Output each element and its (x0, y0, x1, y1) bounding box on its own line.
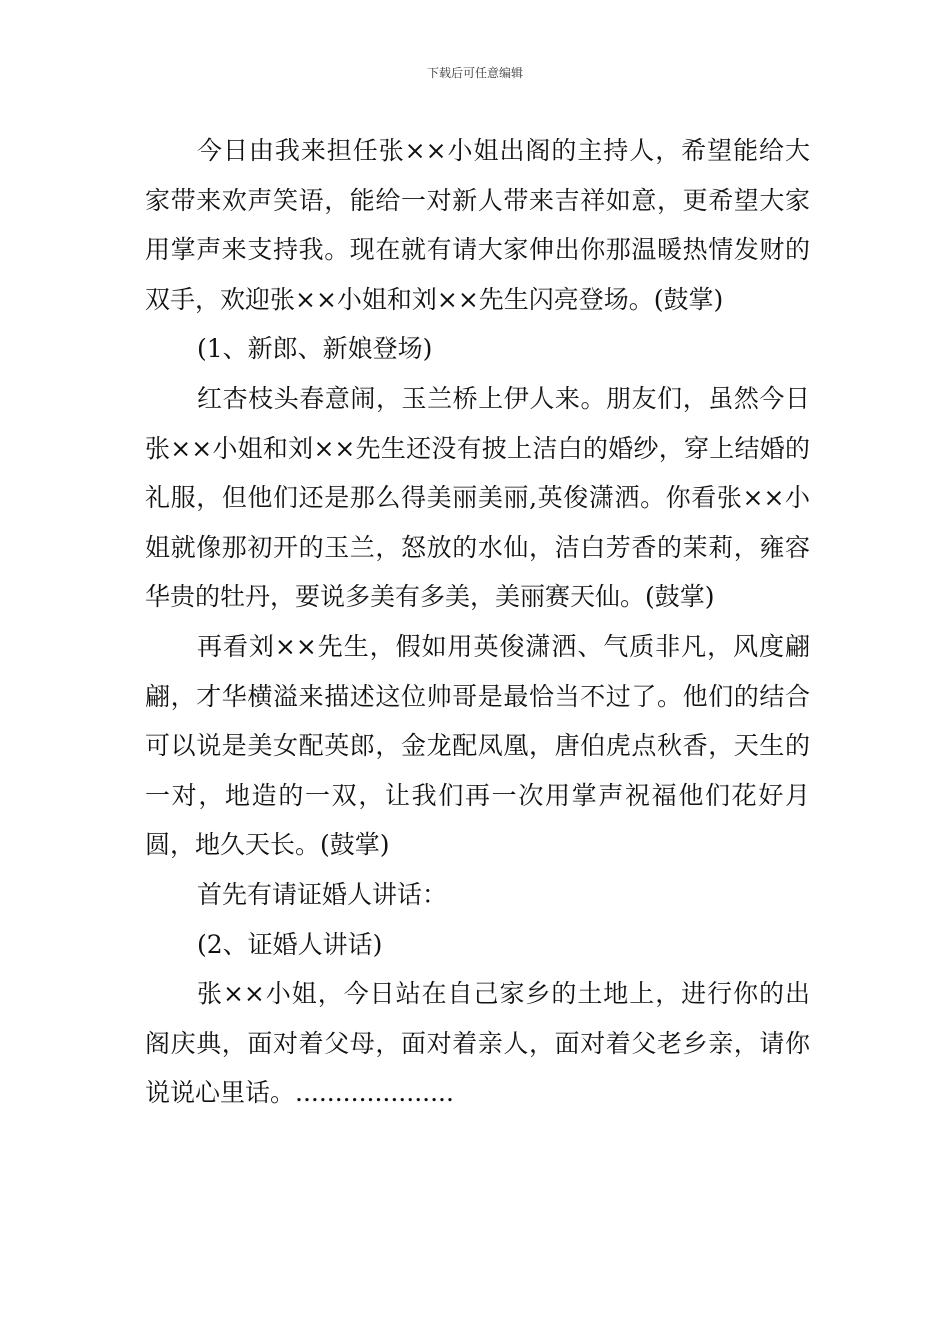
page-header: 下载后可任意编辑 (426, 66, 523, 80)
paragraph-bride-speech-invite: 张××小姐，今日站在自己家乡的土地上，进行你的出阁庆典，面对着父母，面对着亲人，面对着父老乡亲，请你说说心里话。.................... (145, 979, 810, 1108)
paragraph-bride-praise: 红杏枝头春意闹，玉兰桥上伊人来。朋友们，虽然今日张××小姐和刘××先生还没有披上洁白的婚纱，穿上结婚的礼服，但他们还是那么得美丽美丽,英俊潇洒。你看张××小姐就像那初开的玉兰，怒放的水仙，洁白芳香的茉莉，雍容华贵的牡丹，要说多美有多美，美丽赛天仙。(鼓掌) (145, 383, 810, 612)
paragraph-witness-invite: 首先有请证婚人讲话： (197, 879, 448, 909)
paragraph-groom-praise: 再看刘××先生，假如用英俊潇洒、气质非凡，风度翩翩，才华横溢来描述这位帅哥是最恰当不过了。他们的结合可以说是美女配英郎，金龙配凤凰，唐伯虎点秋香，天生的一对，地造的一双，让我们再一次用掌声祝福他们花好月圆，地久天长。(鼓掌) (145, 631, 810, 860)
paragraph-section-1-heading: (1、新郎、新娘登场) (197, 334, 433, 364)
paragraph-host-intro: 今日由我来担任张××小姐出阁的主持人，希望能给大家带来欢声笑语，能给一对新人带来吉祥如意，更希望大家用掌声来支持我。现在就有请大家伸出你那温暖热情发财的双手，欢迎张××小姐和刘××先生闪亮登场。(鼓掌) (145, 136, 810, 314)
paragraph-section-2-heading: (2、证婚人讲话) (197, 929, 383, 959)
document-body (145, 126, 810, 1118)
